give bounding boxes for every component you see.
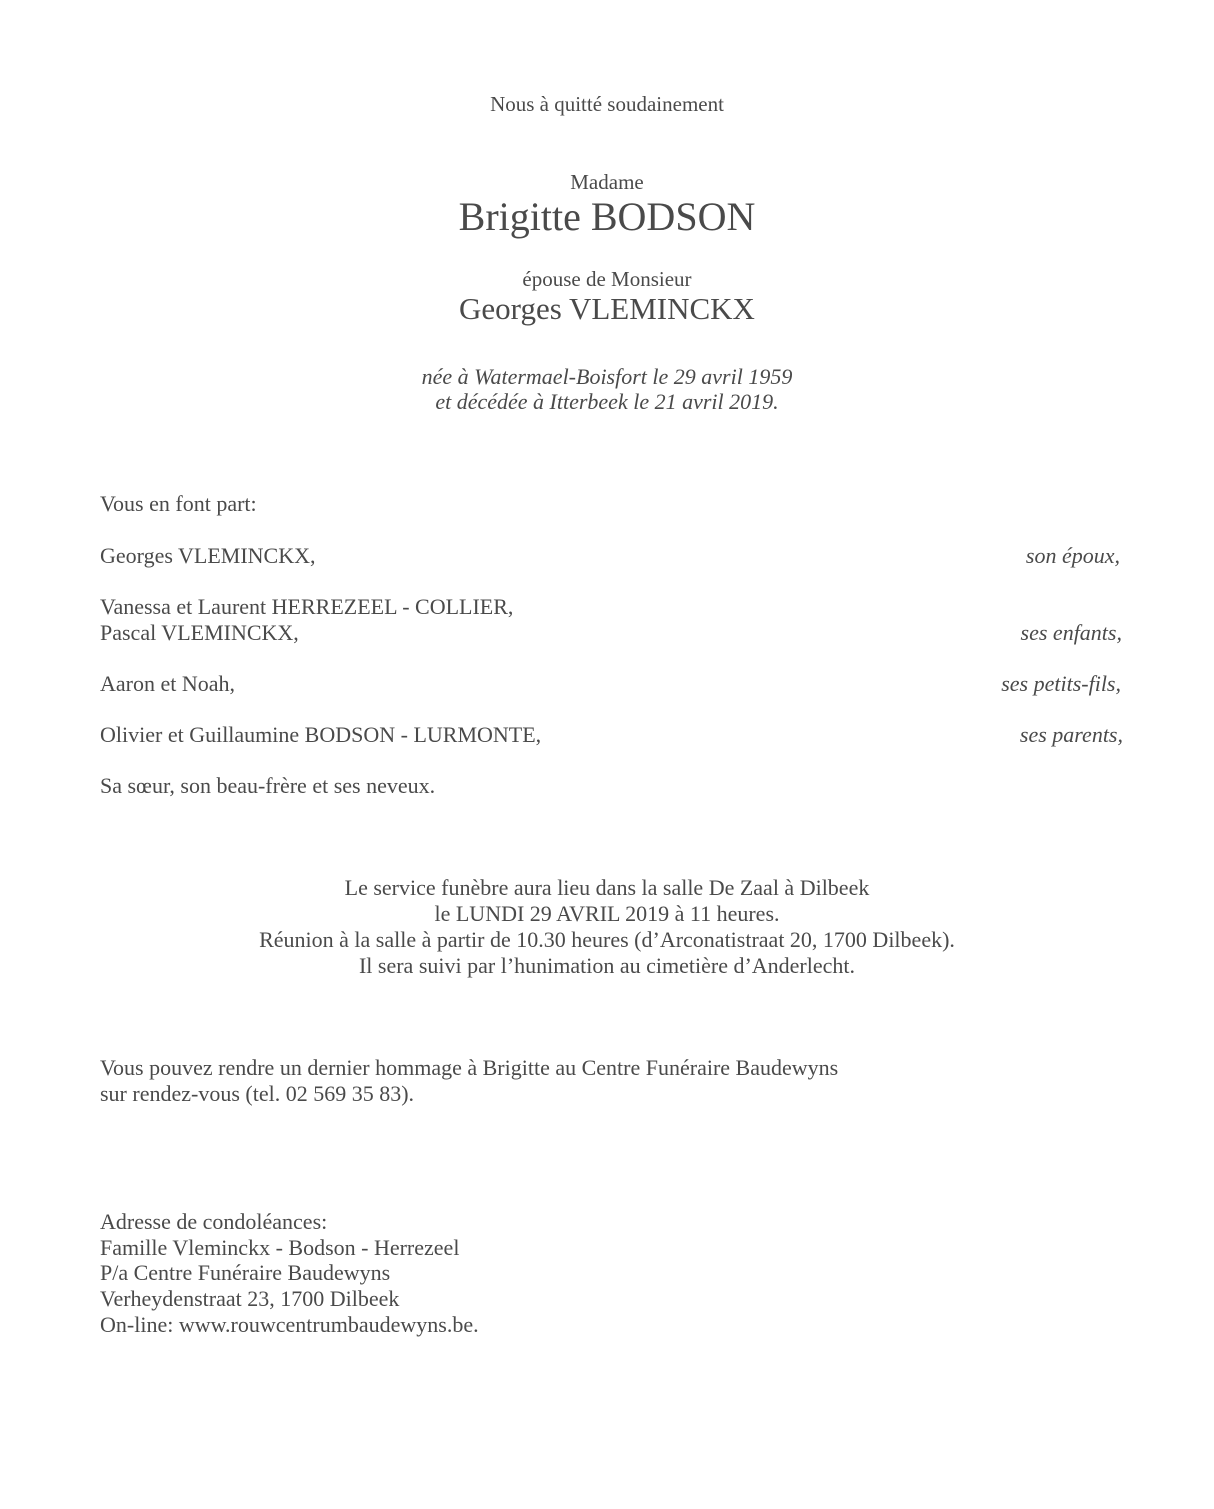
spouse-name: Georges VLEMINCKX <box>459 291 755 326</box>
service-line-3: Réunion à la salle à partir de 10.30 heures (d’Arconatistraat 20, 1700 Dilbeek). <box>259 927 955 952</box>
relation-spouse: son époux, <box>1025 543 1120 568</box>
relation-parents: ses parents, <box>1019 722 1123 747</box>
relation-grandchildren: ses petits-fils, <box>1001 671 1121 696</box>
family-name-child-1: Vanessa et Laurent HERREZEEL - COLLIER, <box>100 594 514 619</box>
deceased-name: Brigitte BODSON <box>458 194 756 239</box>
spouse-intro: épouse de Monsieur <box>522 267 692 291</box>
service-line-1: Le service funèbre aura lieu dans la salle De Zaal à Dilbeek <box>344 875 870 900</box>
condolences-care-of: P/a Centre Funéraire Baudewyns <box>100 1260 391 1285</box>
service-line-2: le LUNDI 29 AVRIL 2019 à 11 heures. <box>434 901 780 926</box>
family-name-parents: Olivier et Guillaumine BODSON - LURMONTE, <box>100 722 542 747</box>
family-name-grandchildren: Aaron et Noah, <box>100 671 236 696</box>
death-line: et décédée à Itterbeek le 21 avril 2019. <box>435 389 779 414</box>
condolences-heading: Adresse de condoléances: <box>100 1209 328 1234</box>
relation-children: ses enfants, <box>1020 620 1122 645</box>
family-intro: Vous en font part: <box>100 491 257 516</box>
hommage-line-1: Vous pouvez rendre un dernier hommage à Brigitte au Centre Funéraire Baudewyns <box>100 1055 839 1080</box>
service-line-4: Il sera suivi par l’hunimation au cimetière d’Anderlecht. <box>358 953 856 978</box>
intro-text: Nous à quitté soudainement <box>490 92 724 116</box>
birth-line: née à Watermael-Boisfort le 29 avril 1959 <box>421 364 793 389</box>
family-name-child-2: Pascal VLEMINCKX, <box>100 620 299 645</box>
condolences-website: On-line: www.rouwcentrumbaudewyns.be. <box>100 1312 479 1337</box>
condolences-family: Famille Vleminckx - Bodson - Herrezeel <box>100 1235 460 1260</box>
salutation: Madame <box>570 170 644 194</box>
family-name-spouse: Georges VLEMINCKX, <box>100 543 316 568</box>
condolences-address: Verheydenstraat 23, 1700 Dilbeek <box>100 1286 400 1311</box>
family-closing: Sa sœur, son beau-frère et ses neveux. <box>100 773 436 798</box>
hommage-line-2: sur rendez-vous (tel. 02 569 35 83). <box>100 1081 415 1106</box>
